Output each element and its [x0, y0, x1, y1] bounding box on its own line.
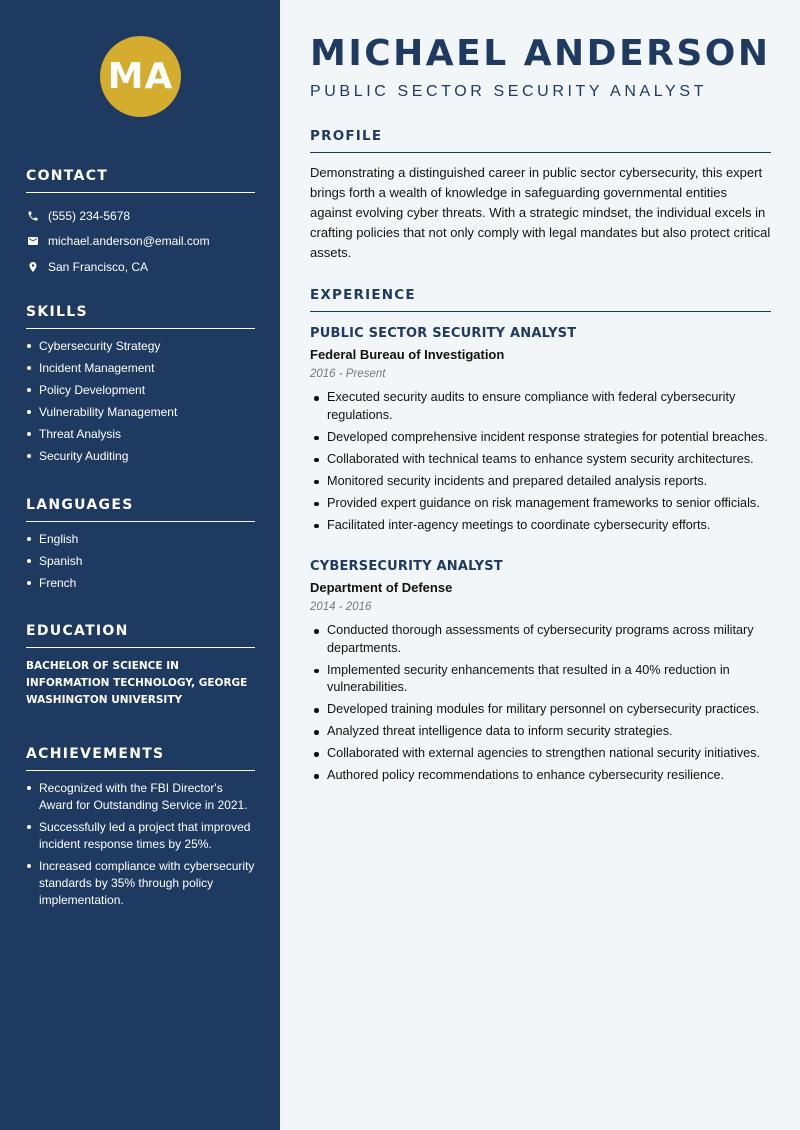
- job-bullet: Monitored security incidents and prepared detailed analysis reports.: [310, 473, 771, 491]
- languages-list: [26, 531, 255, 591]
- job-organization: Federal Bureau of Investigation: [310, 347, 505, 362]
- job-dates: 2014 - 2016: [310, 601, 372, 613]
- skills-list: [26, 338, 255, 464]
- skill-item: Policy Development: [26, 382, 255, 398]
- email-icon: [26, 235, 39, 248]
- skills-section: [26, 304, 255, 470]
- contact-list: [26, 203, 255, 280]
- job-dates: 2016 - Present: [310, 368, 386, 380]
- candidate-title: PUBLIC SECTOR SECURITY ANALYST: [310, 83, 707, 100]
- skill-item: Threat Analysis: [26, 426, 255, 442]
- avatar: MA: [100, 36, 181, 117]
- skills-heading: SKILLS: [26, 304, 255, 329]
- education-heading: EDUCATION: [26, 623, 255, 648]
- profile-heading: PROFILE: [310, 128, 771, 153]
- achievement-item: Recognized with the FBI Director's Award for Outstanding Service in 2021.: [26, 780, 255, 814]
- phone-text: (555) 234-5678: [48, 208, 131, 223]
- achievements-list: [26, 780, 255, 909]
- education-degree: BACHELOR OF SCIENCE IN INFORMATION TECHNOLOGY, GEORGE WASHINGTON UNIVERSITY: [26, 660, 248, 706]
- email-text: michael.anderson@email.com: [48, 234, 210, 249]
- language-item: English: [26, 531, 255, 547]
- job-bullet: Collaborated with external agencies to strengthen national security initiatives.: [310, 745, 771, 763]
- skill-item: Incident Management: [26, 360, 255, 376]
- languages-section: [26, 497, 255, 597]
- job-bullet: Developed comprehensive incident response strategies for potential breaches.: [310, 429, 771, 447]
- experience-heading: EXPERIENCE: [310, 287, 771, 312]
- achievement-item: Successfully led a project that improved incident response times by 25%.: [26, 819, 255, 853]
- job-bullet: Analyzed threat intelligence data to inform security strategies.: [310, 723, 771, 741]
- job-bullet: Collaborated with technical teams to enhance system security architectures.: [310, 451, 771, 469]
- job-entry: [310, 559, 771, 789]
- location-text: San Francisco, CA: [48, 259, 149, 274]
- job-bullet: Implemented security enhancements that resulted in a 40% reduction in vulnerabilities.: [310, 662, 771, 697]
- sidebar: [0, 0, 280, 1130]
- contact-email: [26, 229, 255, 255]
- job-bullets: [310, 622, 771, 785]
- languages-heading: LANGUAGES: [26, 497, 255, 522]
- job-bullets: [310, 389, 771, 534]
- job-title: CYBERSECURITY ANALYST: [310, 559, 503, 574]
- contact-heading: CONTACT: [26, 168, 255, 193]
- location-pin-icon: [26, 260, 39, 273]
- contact-phone: [26, 203, 255, 229]
- job-bullet: Conducted thorough assessments of cybersecurity programs across military departments.: [310, 622, 771, 657]
- candidate-name: MICHAEL ANDERSON: [310, 33, 771, 74]
- achievements-section: [26, 746, 255, 914]
- phone-icon: [26, 209, 39, 222]
- contact-location: [26, 254, 255, 280]
- job-title: PUBLIC SECTOR SECURITY ANALYST: [310, 326, 577, 341]
- job-entry: [310, 326, 771, 539]
- skill-item: Security Auditing: [26, 448, 255, 464]
- job-bullet: Executed security audits to ensure compliance with federal cybersecurity regulations.: [310, 389, 771, 424]
- education-section: [26, 623, 255, 709]
- job-organization: Department of Defense: [310, 580, 453, 595]
- achievements-heading: ACHIEVEMENTS: [26, 746, 255, 771]
- skill-item: Cybersecurity Strategy: [26, 338, 255, 354]
- job-bullet: Provided expert guidance on risk management frameworks to senior officials.: [310, 495, 771, 513]
- job-bullet: Authored policy recommendations to enhance cybersecurity resilience.: [310, 767, 771, 785]
- contact-section: [26, 168, 255, 280]
- job-bullet: Facilitated inter-agency meetings to coordinate cybersecurity efforts.: [310, 517, 771, 535]
- achievement-item: Increased compliance with cybersecurity standards by 35% through policy implementation.: [26, 858, 255, 909]
- language-item: French: [26, 575, 255, 591]
- skill-item: Vulnerability Management: [26, 404, 255, 420]
- job-bullet: Developed training modules for military personnel on cybersecurity practices.: [310, 701, 771, 719]
- language-item: Spanish: [26, 553, 255, 569]
- profile-text: Demonstrating a distinguished career in public sector cybersecurity, this expert brings forth a wealth of knowledge in safeguarding governmental entities against evolving cyber threats. With a strategic mindset, the individual excels in crafting policies that not only comply with legal mandates but also protect critical assets.: [310, 165, 771, 260]
